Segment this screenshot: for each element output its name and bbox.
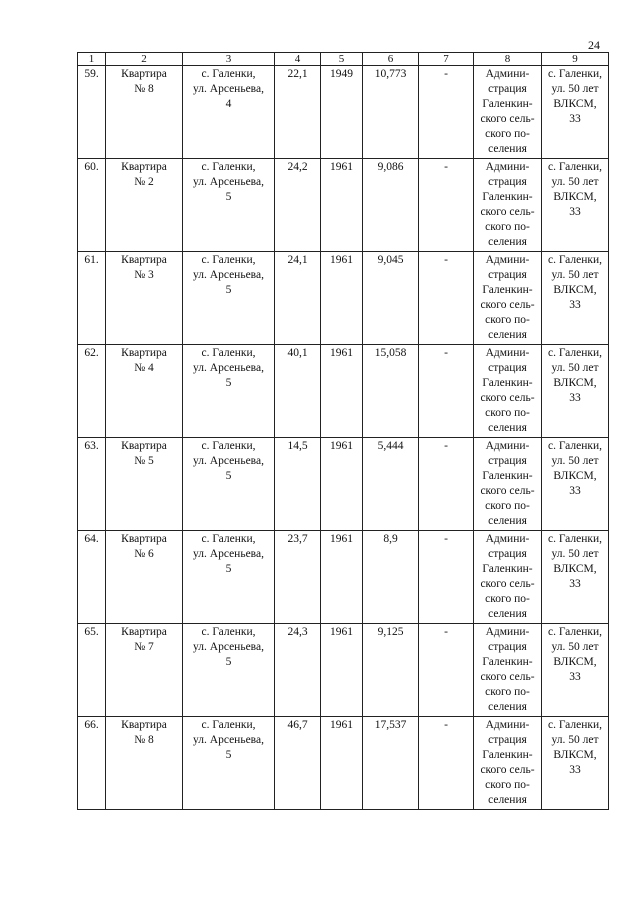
holder-cell-line: ского по- xyxy=(485,407,530,419)
object-name-cell-line: № 3 xyxy=(134,269,154,281)
holder-address-cell-line: ВЛКСМ, xyxy=(553,284,597,296)
address-cell xyxy=(183,66,275,159)
address-cell-line: 5 xyxy=(225,749,232,761)
row-number-cell: 62. xyxy=(78,345,106,438)
holder-address-cell-line: ул. 50 лет xyxy=(551,269,599,281)
holder-address-cell xyxy=(542,531,609,624)
address-cell-line: 5 xyxy=(225,191,232,203)
holder-address-cell-line: ВЛКСМ, xyxy=(553,563,597,575)
holder-cell-line: селения xyxy=(488,794,527,806)
holder-cell xyxy=(474,345,542,438)
holder-cell-line: страция xyxy=(488,83,527,95)
holder-address-cell-line: 33 xyxy=(569,671,581,683)
header-cell-9: 9 xyxy=(542,53,609,66)
address-cell-line: с. Галенки, xyxy=(201,68,256,80)
holder-cell-line: страция xyxy=(488,641,527,653)
area-cell: 46,7 xyxy=(275,717,321,810)
holder-cell-line: ского по- xyxy=(485,593,530,605)
row-number-cell: 65. xyxy=(78,624,106,717)
address-cell xyxy=(183,159,275,252)
holder-cell-line: ского по- xyxy=(485,221,530,233)
value-cell: 9,086 xyxy=(363,159,419,252)
holder-cell-line: ского сель- xyxy=(480,206,535,218)
col7-cell: - xyxy=(419,624,474,717)
table-row xyxy=(78,345,609,438)
holder-cell-line: Админи- xyxy=(485,161,530,173)
object-name-cell-line: № 5 xyxy=(134,455,154,467)
address-cell-line: с. Галенки, xyxy=(201,440,256,452)
holder-address-cell xyxy=(542,66,609,159)
holder-cell-line: страция xyxy=(488,269,527,281)
row-number-cell: 60. xyxy=(78,159,106,252)
address-cell xyxy=(183,717,275,810)
holder-cell-line: ского сель- xyxy=(480,764,535,776)
holder-address-cell-line: 33 xyxy=(569,113,581,125)
row-number-cell: 66. xyxy=(78,717,106,810)
col7-cell: - xyxy=(419,159,474,252)
value-cell: 9,125 xyxy=(363,624,419,717)
holder-address-cell xyxy=(542,252,609,345)
holder-cell-line: ского сель- xyxy=(480,113,535,125)
holder-address-cell xyxy=(542,624,609,717)
object-name-cell xyxy=(106,624,183,717)
value-cell: 10,773 xyxy=(363,66,419,159)
holder-cell-line: страция xyxy=(488,734,527,746)
object-name-cell-line: № 7 xyxy=(134,641,154,653)
holder-cell-line: Галенкин- xyxy=(482,749,533,761)
year-cell: 1961 xyxy=(321,717,363,810)
holder-cell-line: Админи- xyxy=(485,533,530,545)
address-cell-line: ул. Арсеньева, xyxy=(193,176,264,188)
holder-cell-line: Админи- xyxy=(485,626,530,638)
holder-cell-line: ского по- xyxy=(485,686,530,698)
holder-address-cell-line: с. Галенки, xyxy=(547,533,603,545)
holder-cell-line: селения xyxy=(488,329,527,341)
holder-address-cell-line: с. Галенки, xyxy=(547,254,603,266)
row-number-cell: 59. xyxy=(78,66,106,159)
address-cell-line: ул. Арсеньева, xyxy=(193,362,264,374)
holder-address-cell-line: ул. 50 лет xyxy=(551,641,599,653)
object-name-cell xyxy=(106,345,183,438)
address-cell-line: с. Галенки, xyxy=(201,161,256,173)
holder-cell-line: Галенкин- xyxy=(482,377,533,389)
value-cell: 17,537 xyxy=(363,717,419,810)
col7-cell: - xyxy=(419,345,474,438)
holder-cell-line: Админи- xyxy=(485,347,530,359)
holder-address-cell-line: 33 xyxy=(569,485,581,497)
holder-cell-line: селения xyxy=(488,701,527,713)
table-row xyxy=(78,66,609,159)
header-cell-7: 7 xyxy=(419,53,474,66)
col7-cell: - xyxy=(419,717,474,810)
holder-address-cell xyxy=(542,345,609,438)
object-name-cell-line: Квартира xyxy=(121,254,167,266)
object-name-cell-line: Квартира xyxy=(121,68,167,80)
property-registry-table xyxy=(77,52,609,810)
holder-cell-line: ского сель- xyxy=(480,299,535,311)
holder-cell-line: страция xyxy=(488,176,527,188)
address-cell-line: ул. Арсеньева, xyxy=(193,455,264,467)
holder-cell-line: селения xyxy=(488,422,527,434)
page-number: 24 xyxy=(588,38,600,52)
address-cell-line: 5 xyxy=(225,470,232,482)
address-cell-line: с. Галенки, xyxy=(201,626,256,638)
area-cell: 24,1 xyxy=(275,252,321,345)
table-row xyxy=(78,717,609,810)
area-cell: 14,5 xyxy=(275,438,321,531)
holder-address-cell-line: с. Галенки, xyxy=(547,626,603,638)
address-cell xyxy=(183,438,275,531)
value-cell: 5,444 xyxy=(363,438,419,531)
holder-cell xyxy=(474,159,542,252)
address-cell-line: 5 xyxy=(225,377,232,389)
address-cell-line: с. Галенки, xyxy=(201,533,256,545)
holder-address-cell-line: ул. 50 лет xyxy=(551,83,599,95)
object-name-cell xyxy=(106,531,183,624)
holder-address-cell-line: ул. 50 лет xyxy=(551,362,599,374)
value-cell: 9,045 xyxy=(363,252,419,345)
holder-cell-line: Галенкин- xyxy=(482,191,533,203)
year-cell: 1961 xyxy=(321,624,363,717)
holder-cell-line: селения xyxy=(488,515,527,527)
holder-address-cell-line: 33 xyxy=(569,392,581,404)
holder-address-cell-line: 33 xyxy=(569,299,581,311)
holder-cell-line: селения xyxy=(488,236,527,248)
col7-cell: - xyxy=(419,66,474,159)
holder-cell-line: ского по- xyxy=(485,314,530,326)
holder-address-cell-line: ВЛКСМ, xyxy=(553,656,597,668)
holder-address-cell-line: с. Галенки, xyxy=(547,440,603,452)
address-cell-line: 5 xyxy=(225,563,232,575)
holder-address-cell-line: с. Галенки, xyxy=(547,161,603,173)
holder-address-cell-line: ВЛКСМ, xyxy=(553,191,597,203)
holder-address-cell-line: ул. 50 лет xyxy=(551,455,599,467)
holder-address-cell-line: с. Галенки, xyxy=(547,347,603,359)
value-cell: 8,9 xyxy=(363,531,419,624)
address-cell-line: ул. Арсеньева, xyxy=(193,83,264,95)
holder-cell xyxy=(474,624,542,717)
holder-cell-line: Галенкин- xyxy=(482,563,533,575)
year-cell: 1961 xyxy=(321,531,363,624)
address-cell-line: ул. Арсеньева, xyxy=(193,734,264,746)
holder-cell xyxy=(474,66,542,159)
year-cell: 1949 xyxy=(321,66,363,159)
holder-cell-line: ского сель- xyxy=(480,671,535,683)
header-cell-8: 8 xyxy=(474,53,542,66)
holder-address-cell-line: ВЛКСМ, xyxy=(553,470,597,482)
object-name-cell-line: Квартира xyxy=(121,719,167,731)
holder-cell-line: Админи- xyxy=(485,719,530,731)
object-name-cell-line: № 8 xyxy=(134,734,154,746)
holder-cell-line: селения xyxy=(488,608,527,620)
object-name-cell-line: Квартира xyxy=(121,440,167,452)
header-cell-3: 3 xyxy=(183,53,275,66)
header-cell-2: 2 xyxy=(106,53,183,66)
holder-cell-line: Галенкин- xyxy=(482,98,533,110)
col7-cell: - xyxy=(419,531,474,624)
object-name-cell-line: № 8 xyxy=(134,83,154,95)
object-name-cell xyxy=(106,717,183,810)
holder-cell-line: ского сель- xyxy=(480,578,535,590)
holder-cell-line: Админи- xyxy=(485,68,530,80)
table-row xyxy=(78,438,609,531)
object-name-cell-line: № 6 xyxy=(134,548,154,560)
holder-address-cell-line: ВЛКСМ, xyxy=(553,98,597,110)
address-cell xyxy=(183,252,275,345)
address-cell-line: с. Галенки, xyxy=(201,254,256,266)
year-cell: 1961 xyxy=(321,438,363,531)
holder-cell-line: ского сель- xyxy=(480,392,535,404)
holder-cell-line: ского по- xyxy=(485,500,530,512)
header-cell-1: 1 xyxy=(78,53,106,66)
holder-cell-line: страция xyxy=(488,455,527,467)
col7-cell: - xyxy=(419,438,474,531)
holder-cell-line: Галенкин- xyxy=(482,284,533,296)
holder-address-cell-line: ВЛКСМ, xyxy=(553,749,597,761)
table-row xyxy=(78,531,609,624)
header-cell-4: 4 xyxy=(275,53,321,66)
holder-address-cell xyxy=(542,717,609,810)
object-name-cell-line: Квартира xyxy=(121,161,167,173)
holder-cell-line: страция xyxy=(488,362,527,374)
holder-cell-line: ского по- xyxy=(485,779,530,791)
address-cell-line: ул. Арсеньева, xyxy=(193,548,264,560)
year-cell: 1961 xyxy=(321,159,363,252)
holder-cell-line: селения xyxy=(488,143,527,155)
address-cell-line: 4 xyxy=(225,98,232,110)
address-cell-line: ул. Арсеньева, xyxy=(193,269,264,281)
address-cell xyxy=(183,624,275,717)
holder-address-cell-line: 33 xyxy=(569,206,581,218)
object-name-cell xyxy=(106,252,183,345)
row-number-cell: 61. xyxy=(78,252,106,345)
address-cell-line: с. Галенки, xyxy=(201,719,256,731)
holder-address-cell-line: ул. 50 лет xyxy=(551,176,599,188)
header-cell-5: 5 xyxy=(321,53,363,66)
table-row xyxy=(78,252,609,345)
address-cell-line: с. Галенки, xyxy=(201,347,256,359)
object-name-cell-line: Квартира xyxy=(121,533,167,545)
holder-cell-line: Галенкин- xyxy=(482,656,533,668)
area-cell: 24,3 xyxy=(275,624,321,717)
object-name-cell xyxy=(106,159,183,252)
address-cell xyxy=(183,345,275,438)
holder-address-cell-line: с. Галенки, xyxy=(547,719,603,731)
year-cell: 1961 xyxy=(321,345,363,438)
row-number-cell: 64. xyxy=(78,531,106,624)
address-cell-line: 5 xyxy=(225,284,232,296)
table-row xyxy=(78,159,609,252)
table-body xyxy=(78,66,609,810)
holder-address-cell-line: ул. 50 лет xyxy=(551,548,599,560)
holder-cell-line: ского по- xyxy=(485,128,530,140)
area-cell: 22,1 xyxy=(275,66,321,159)
area-cell: 40,1 xyxy=(275,345,321,438)
holder-cell-line: Админи- xyxy=(485,440,530,452)
holder-address-cell-line: ул. 50 лет xyxy=(551,734,599,746)
header-cell-6: 6 xyxy=(363,53,419,66)
holder-cell-line: Админи- xyxy=(485,254,530,266)
address-cell xyxy=(183,531,275,624)
address-cell-line: ул. Арсеньева, xyxy=(193,641,264,653)
table-row xyxy=(78,624,609,717)
holder-address-cell xyxy=(542,159,609,252)
area-cell: 23,7 xyxy=(275,531,321,624)
holder-address-cell-line: 33 xyxy=(569,578,581,590)
holder-cell-line: страция xyxy=(488,548,527,560)
header-row xyxy=(78,53,609,66)
holder-cell-line: Галенкин- xyxy=(482,470,533,482)
object-name-cell-line: Квартира xyxy=(121,347,167,359)
holder-cell xyxy=(474,531,542,624)
holder-address-cell-line: 33 xyxy=(569,764,581,776)
object-name-cell xyxy=(106,66,183,159)
year-cell: 1961 xyxy=(321,252,363,345)
holder-address-cell-line: с. Галенки, xyxy=(547,68,603,80)
value-cell: 15,058 xyxy=(363,345,419,438)
address-cell-line: 5 xyxy=(225,656,232,668)
holder-cell xyxy=(474,438,542,531)
holder-cell-line: ского сель- xyxy=(480,485,535,497)
object-name-cell-line: Квартира xyxy=(121,626,167,638)
object-name-cell-line: № 2 xyxy=(134,176,154,188)
row-number-cell: 63. xyxy=(78,438,106,531)
object-name-cell xyxy=(106,438,183,531)
holder-cell xyxy=(474,717,542,810)
object-name-cell-line: № 4 xyxy=(134,362,154,374)
col7-cell: - xyxy=(419,252,474,345)
holder-address-cell-line: ВЛКСМ, xyxy=(553,377,597,389)
area-cell: 24,2 xyxy=(275,159,321,252)
holder-cell xyxy=(474,252,542,345)
holder-address-cell xyxy=(542,438,609,531)
